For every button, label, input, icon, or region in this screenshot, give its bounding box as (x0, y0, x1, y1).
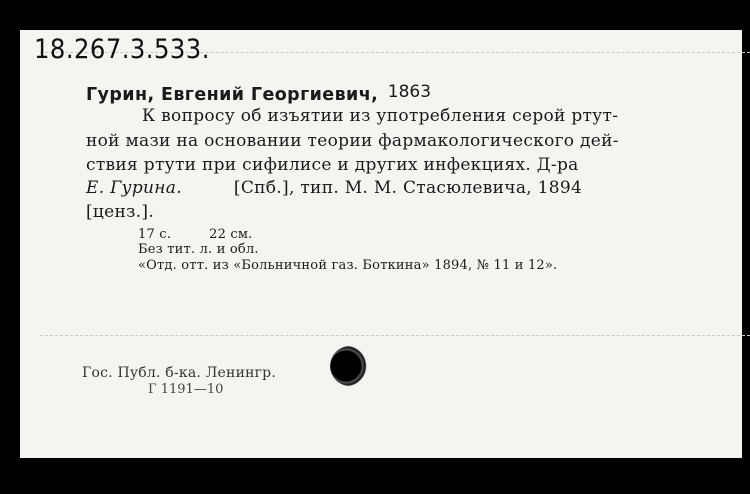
note: «Отд. отт. из «Больничной газ. Боткина» 1894, № 11 и 12». (138, 258, 558, 273)
heading (86, 82, 432, 105)
title-line: ствия ртути при сифилисе и других инфекциях. Д-ра (86, 155, 579, 175)
censorship-note: [ценз.]. (86, 202, 155, 222)
imprint: [Спб.], тип. М. М. Стасюлевича, 1894 (233, 178, 583, 198)
scan-border (0, 458, 750, 494)
collation-pages: 17 с. (138, 227, 172, 242)
title-line: ной мази на основании теории фармакологического дей- (86, 131, 619, 151)
call-number: 18.267.3.533. (34, 34, 210, 65)
card-texture-line (40, 335, 750, 336)
collation (138, 227, 253, 242)
statement-of-responsibility: Е. Гурина. (86, 178, 182, 198)
note: Без тит. л. и обл. (138, 242, 259, 257)
author-birth-year: 1863 (387, 82, 432, 102)
title-line: К вопросу об изъятии из употребления серой ртут- (142, 106, 619, 126)
library-stamp-number: Г 1191—10 (148, 382, 224, 397)
imprint-line (86, 178, 582, 198)
collation-size: 22 см. (209, 227, 253, 242)
seal-stamp (330, 346, 370, 386)
author-name: Гурин, Евгений Георгиевич, (86, 85, 379, 105)
library-stamp: Гос. Публ. б-ка. Ленингр. (82, 365, 276, 381)
